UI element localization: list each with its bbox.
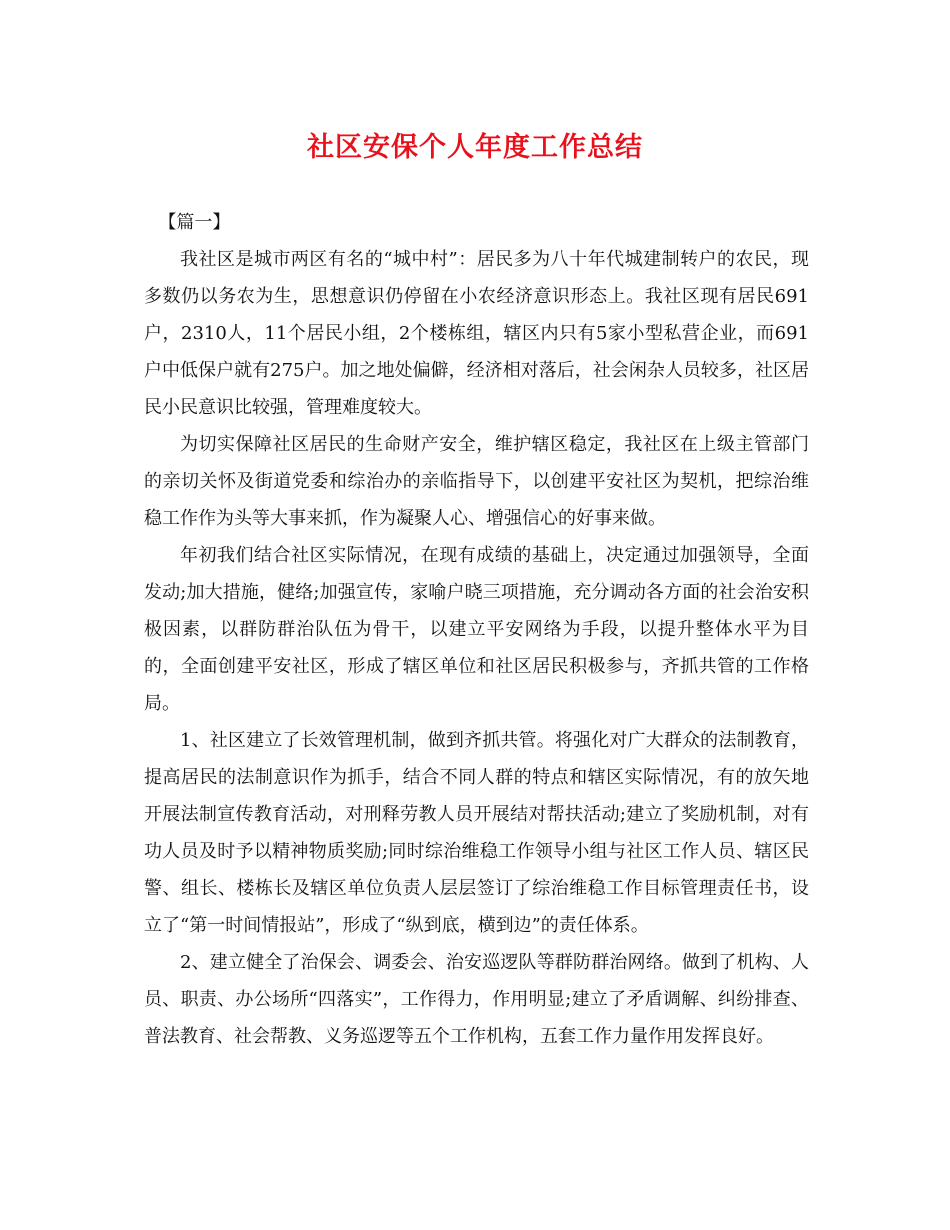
paragraph-annual-measures: 年初我们结合社区实际情况，在现有成绩的基础上，决定通过加强领导，全面发动;加大措施，健络;加强宣传，家喻户晓三项措施，充分调动各方面的社会治安积极因素，以群防群治队伍为骨干，以建立平安网络为手段，以提升整体水平为目的，全面创建平安社区，形成了辖区单位和社区居民积极参与，齐抓共管的工作格局。: [144, 545, 809, 714]
section-label: 【篇一】: [158, 212, 231, 233]
paragraph-management-mechanism: 1、社区建立了长效管理机制，做到齐抓共管。将强化对广大群众的法制教育，提高居民的法制意识作为抓手，结合不同人群的特点和辖区实际情况，有的放矢地开展法制宣传教育活动，对刑释劳教人员开展结对帮扶活动;建立了奖励机制，对有功人员及时予以精神物质奖励;同时综治维稳工作领导小组与社区工作人员、辖区民警、组长、楼栋长及辖区单位负责人层层签订了综治维稳工作目标管理责任书，设立了“第一时间情报站”，形成了“纵到底，横到边”的责任体系。: [144, 730, 809, 936]
paragraph-prevention-network: 2、建立健全了治保会、调委会、治安巡逻队等群防群治网络。做到了机构、人员、职责、办公场所“四落实”，工作得力，作用明显;建立了矛盾调解、纠纷排查、普法教育、社会帮教、义务巡逻等五个工作机构，五套工作力量作用发挥良好。: [144, 952, 809, 1047]
paragraph-safety-goal: 为切实保障社区居民的生命财产安全，维护辖区稳定，我社区在上级主管部门的亲切关怀及街道党委和综治办的亲临指导下，以创建平安社区为契机，把综治维稳工作作为头等大事来抓，作为凝聚人心、增强信心的好事来做。: [144, 434, 809, 529]
paragraph-community-overview: 我社区是城市两区有名的“城中村”：居民多为八十年代城建制转户的农民，现多数仍以务农为生，思想意识仍停留在小农经济意识形态上。我社区现有居民691户，2310人，11个居民小组，2个楼栋组，辖区内只有5家小型私营企业，而691户中低保户就有275户。加之地处偏僻，经济相对落后，社会闲杂人员较多，社区居民小民意识比较强，管理难度较大。: [144, 249, 809, 418]
document-body: [144, 204, 809, 1055]
document-title: 社区安保个人年度工作总结: [307, 132, 643, 163]
